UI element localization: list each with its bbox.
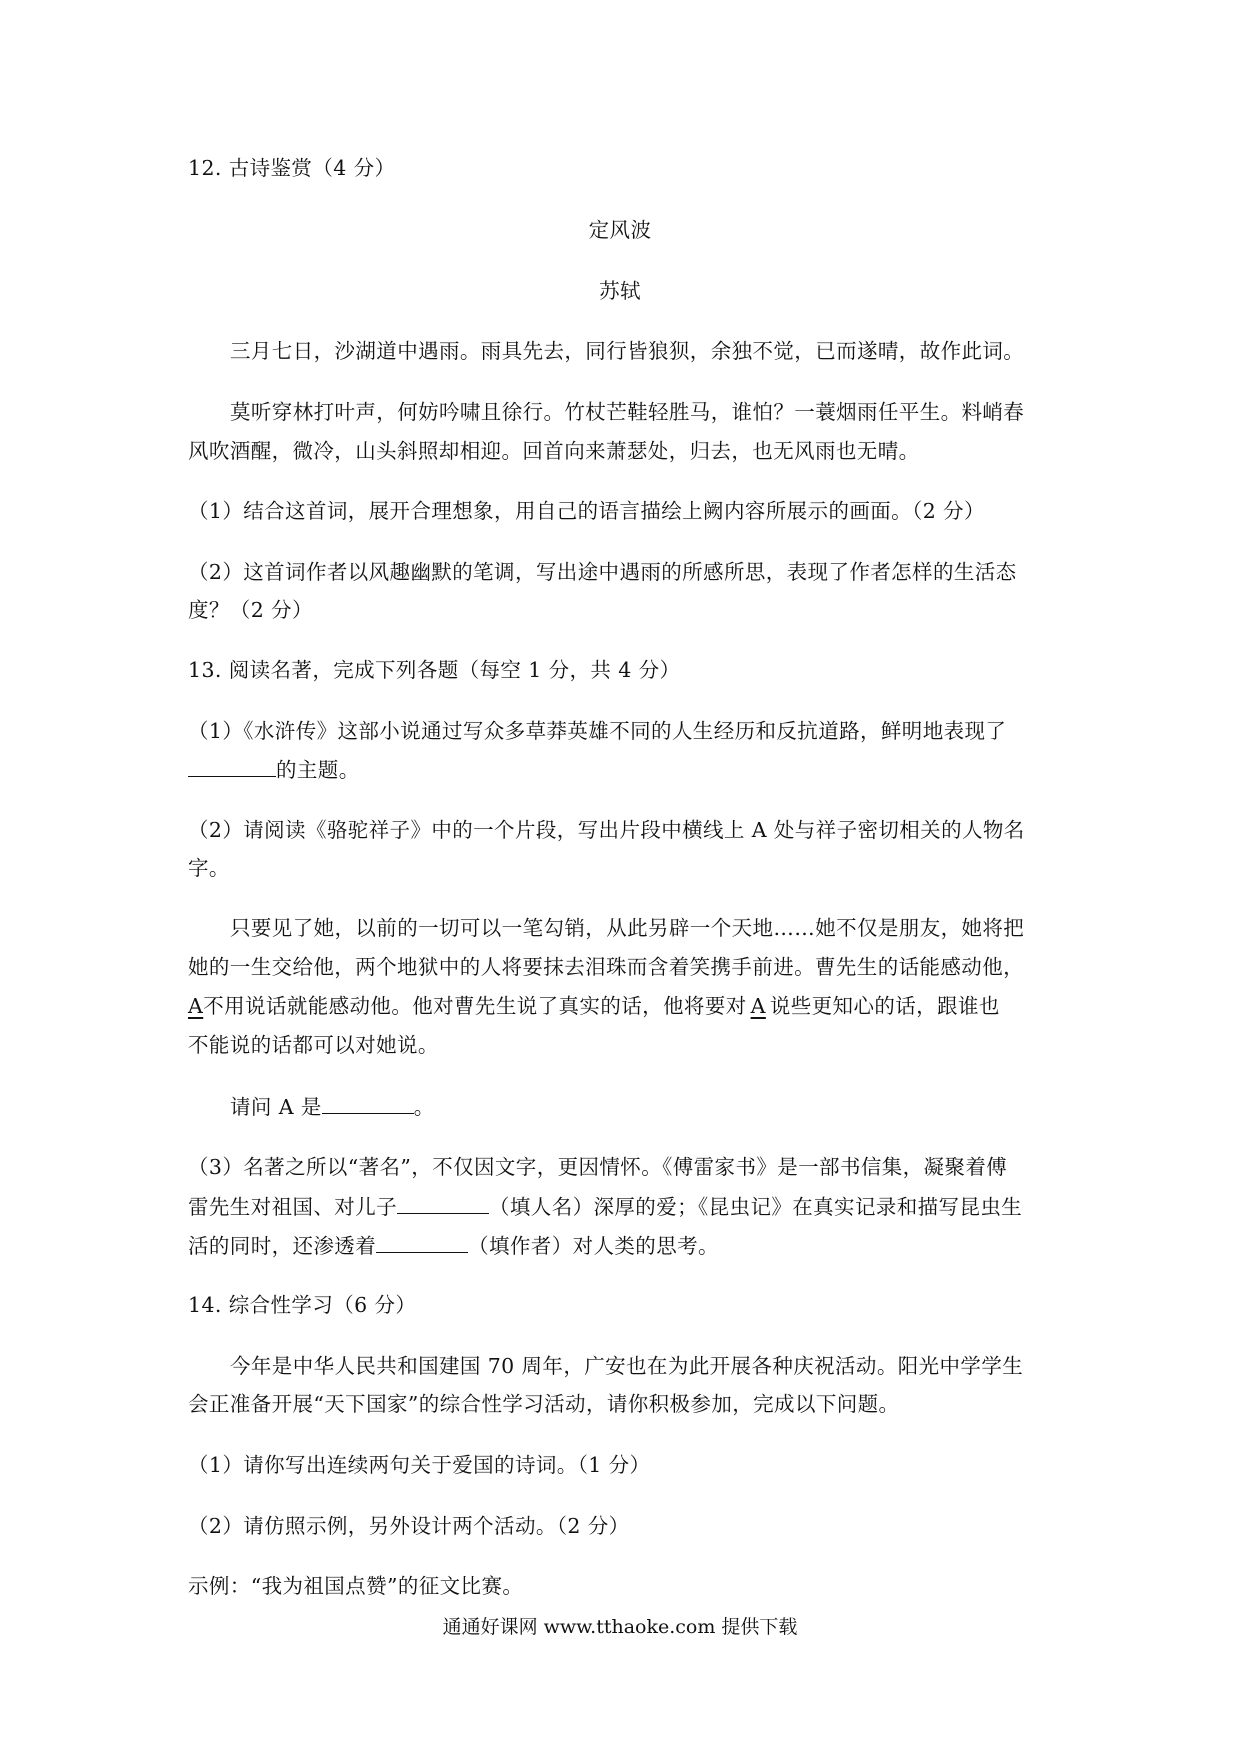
q13-sub1-line <box>188 754 360 785</box>
excerpt-line: 她的一生交给他，两个地狱中的人将要抹去泪珠而含着笑携手前进。曹先生的话能感动他， <box>188 955 1024 979</box>
excerpt-line: 只要见了她，以前的一切可以一笔勾销，从此另辟一个天地……她不仅是朋友，她将把 <box>230 916 1025 940</box>
q12-sub1: （1）结合这首词，展开合理想象，用自己的语言描绘上阙内容所展示的画面。（2 分） <box>188 499 985 523</box>
excerpt-line <box>188 991 1000 1021</box>
excerpt-text: 说些更知心的话，跟谁也 <box>769 994 1000 1018</box>
q14-intro-line: 今年是中华人民共和国建国 70 周年，广安也在为此开展各种庆祝活动。阳光中学学生 <box>230 1354 1024 1378</box>
q13-sub1-line: （1）《水浒传》这部小说通过写众多草莽英雄不同的人生经历和反抗道路，鲜明地表现了 <box>188 719 1007 743</box>
answer-blank[interactable] <box>376 1230 468 1253</box>
poem-author: 苏轼 <box>599 279 641 303</box>
answer-blank[interactable] <box>397 1191 489 1214</box>
q13-question-end: 。 <box>413 1095 435 1119</box>
answer-blank[interactable] <box>322 1091 414 1114</box>
excerpt-blank-a: A <box>188 994 204 1018</box>
q12-sub2-line: 度？（2 分） <box>188 598 313 622</box>
poem-line: 莫听穿林打叶声，何妨吟啸且徐行。竹杖芒鞋轻胜马，谁怕？一蓑烟雨任平生。料峭春 <box>230 400 1025 424</box>
q14-sub1: （1）请你写出连续两句关于爱国的诗词。（1 分） <box>188 1453 651 1477</box>
excerpt-blank-a: A <box>750 994 766 1018</box>
q13-sub3-text: 雷先生对祖国、对儿子 <box>188 1195 397 1219</box>
q13-sub2-line: （2）请阅读《骆驼祥子》中的一个片段，写出片段中横线上 A 处与祥子密切相关的人物名 <box>188 818 1025 842</box>
q13-sub2-line: 字。 <box>188 856 230 880</box>
q13-question-text: 请问 A 是 <box>230 1095 322 1119</box>
q13-sub3-line <box>188 1191 1022 1222</box>
poem-preface: 三月七日，沙湖道中遇雨。雨具先去，同行皆狼狈，余独不觉，已而遂晴，故作此词。 <box>230 339 1025 363</box>
q14-intro-line: 会正准备开展“天下国家”的综合性学习活动，请你积极参加，完成以下问题。 <box>188 1392 900 1416</box>
q13-sub3-line: （3）名著之所以“著名”，不仅因文字，更因情怀。《傅雷家书》是一部书信集，凝聚着傅 <box>188 1155 1008 1179</box>
q14-sub2: （2）请仿照示例，另外设计两个活动。（2 分） <box>188 1514 630 1538</box>
q14-example: 示例：“我为祖国点赞”的征文比赛。 <box>188 1574 524 1598</box>
poem-title: 定风波 <box>588 218 652 242</box>
excerpt-text: 不用说话就能感动他。他对曹先生说了真实的话，他将要对 <box>203 994 747 1018</box>
excerpt-line: 不能说的话都可以对她说。 <box>188 1033 439 1057</box>
poem-line: 风吹酒醒，微冷，山头斜照却相迎。回首向来萧瑟处，归去，也无风雨也无晴。 <box>188 439 920 463</box>
answer-blank[interactable] <box>188 754 276 777</box>
q12-heading: 12. 古诗鉴赏（4 分） <box>188 156 396 180</box>
q13-sub3-text: （填人名）深厚的爱；《昆虫记》在真实记录和描写昆虫生 <box>489 1195 1023 1219</box>
q13-sub3-line <box>188 1230 719 1261</box>
q13-question <box>230 1091 435 1122</box>
q14-heading: 14. 综合性学习（6 分） <box>188 1293 417 1317</box>
q13-sub3-text: （填作者）对人类的思考。 <box>468 1234 719 1258</box>
q12-sub2-line: （2）这首词作者以风趣幽默的笔调，写出途中遇雨的所感所思，表现了作者怎样的生活态 <box>188 560 1017 584</box>
q13-sub3-text: 活的同时，还渗透着 <box>188 1234 377 1258</box>
page-footer: 通通好课网 www.tthaoke.com 提供下载 <box>442 1616 798 1638</box>
q13-heading: 13. 阅读名著，完成下列各题（每空 1 分，共 4 分） <box>188 658 681 682</box>
q13-sub1-suffix: 的主题。 <box>276 758 360 782</box>
